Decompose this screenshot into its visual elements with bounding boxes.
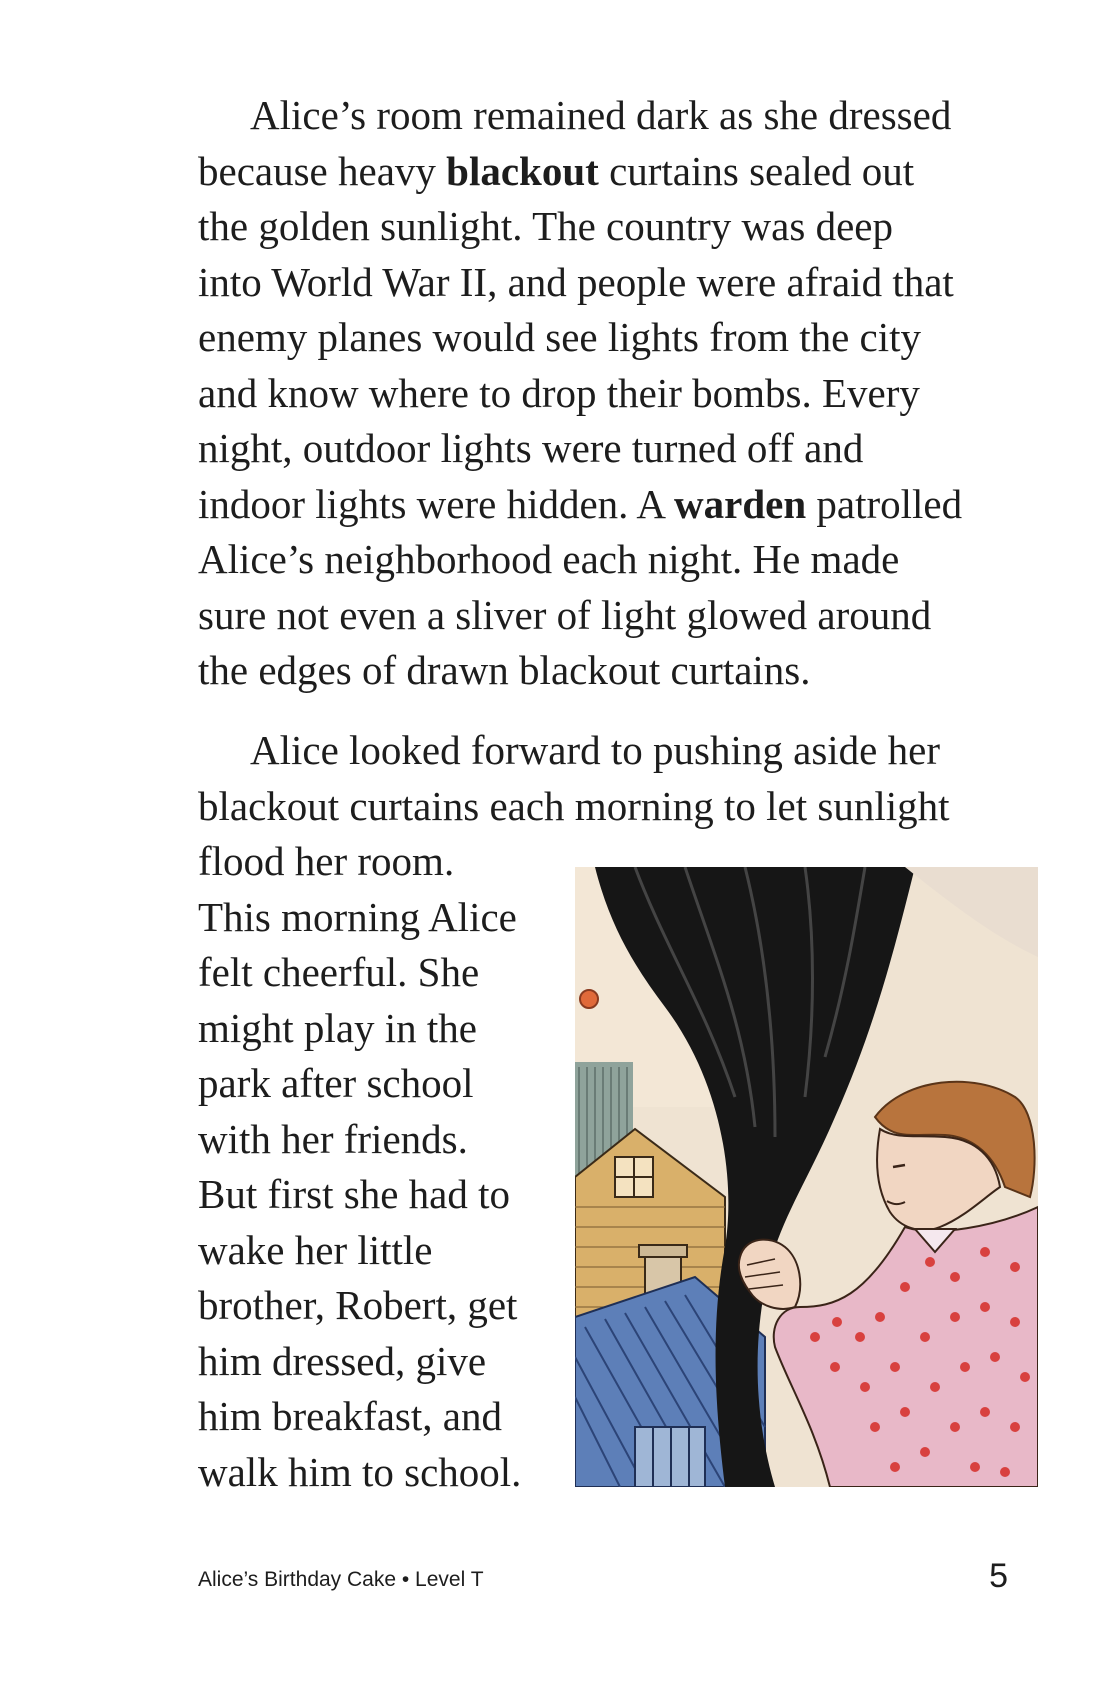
text-line: wake her little: [198, 1226, 433, 1273]
vocab-word-warden: warden: [674, 480, 807, 527]
chimney-cap: [639, 1245, 687, 1257]
text-line: But first she had to: [198, 1171, 511, 1217]
illustration-girl-at-window: [575, 867, 1038, 1487]
story-illustration: [575, 867, 1038, 1487]
text-line: night, outdoor lights were turned off and: [198, 425, 864, 471]
sun-icon: [580, 990, 598, 1008]
text-line: Alice’s room remained dark as she dressed: [250, 92, 952, 138]
text-line: brother, Robert, get: [198, 1282, 518, 1328]
text-line: with her friends.: [198, 1115, 468, 1162]
text-line: blackout curtains each morning to let sunlight: [198, 782, 950, 829]
text-line: because heavy blackout curtains sealed out: [198, 147, 915, 194]
text-line: flood her room.: [198, 838, 455, 884]
text-line: him dressed, give: [198, 1337, 487, 1384]
text-line: and know where to drop their bombs. Every: [198, 369, 920, 416]
vocab-word-blackout: blackout: [446, 147, 599, 194]
text-line: Alice looked forward to pushing aside her: [250, 727, 940, 773]
text-line: felt cheerful. She: [198, 949, 480, 995]
page-number: 5: [989, 1557, 1008, 1595]
text-line: the golden sunlight. The country was deep: [198, 203, 893, 249]
text-line: Alice’s neighborhood each night. He made: [198, 536, 900, 582]
text-line: the edges of drawn blackout curtains.: [198, 647, 811, 693]
book-title-footer: Alice’s Birthday Cake • Level T: [198, 1568, 484, 1591]
text-line: might play in the: [198, 1004, 477, 1051]
text-line: indoor lights were hidden. A warden patrolled: [198, 480, 963, 527]
paragraph-1: [198, 88, 1008, 699]
text-line: sure not even a sliver of light glowed around: [198, 591, 932, 638]
text-line: This morning Alice: [198, 893, 517, 940]
text-line: enemy planes would see lights from the city: [198, 314, 922, 360]
text-line: into World War II, and people were afraid that: [198, 258, 954, 305]
text-line: park after school: [198, 1060, 474, 1106]
text-line: him breakfast, and: [198, 1393, 502, 1439]
text-line: walk him to school.: [198, 1448, 522, 1495]
